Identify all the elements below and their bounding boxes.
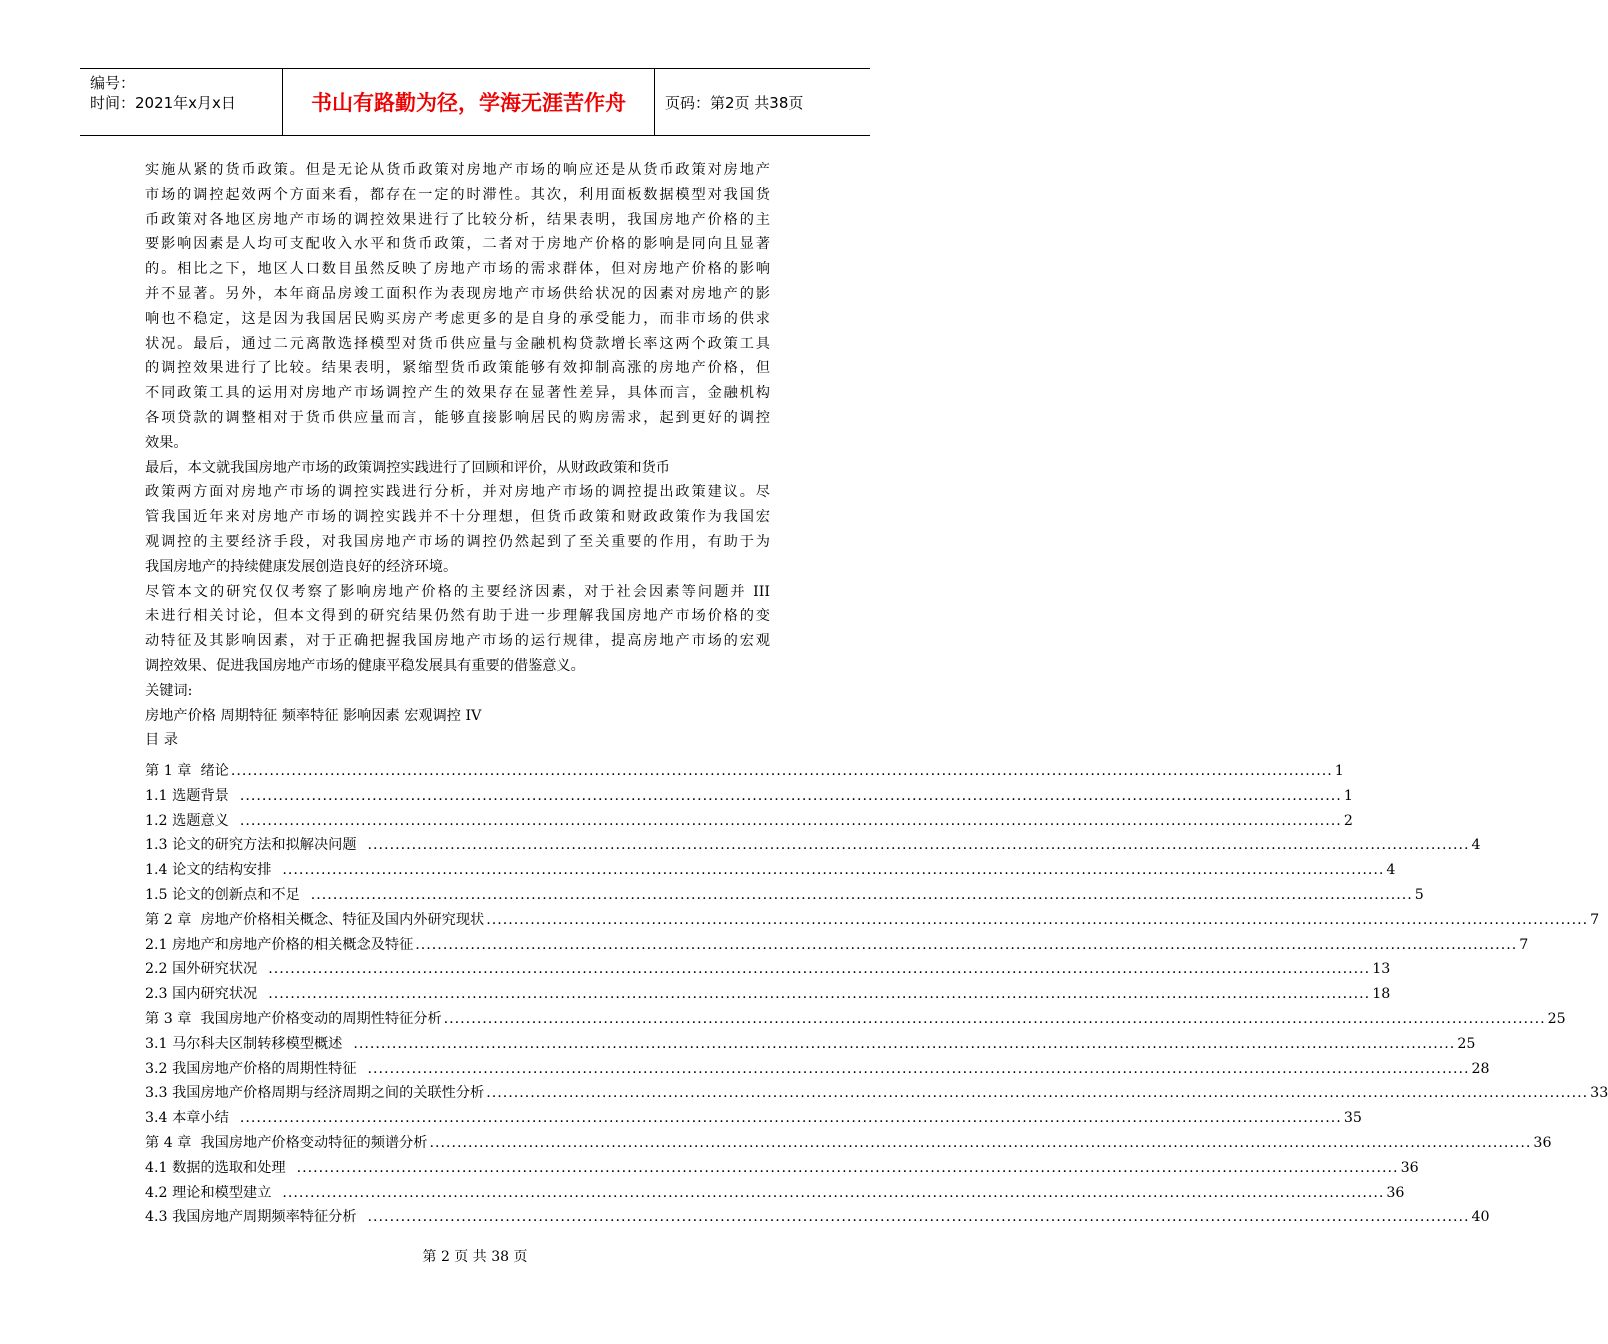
toc-entry-title: 2.1 房地产和房地产价格的相关概念及特征 bbox=[145, 936, 414, 953]
page-header bbox=[80, 68, 870, 136]
body-line: 目 录 bbox=[145, 732, 178, 749]
toc-entry-page: 25 bbox=[1547, 1010, 1566, 1027]
toc-entry[interactable] bbox=[145, 1132, 1552, 1157]
toc-leader-dots: ........................................................................................................................................................................................................ bbox=[268, 986, 1371, 1003]
toc-entry-page: 18 bbox=[1372, 986, 1391, 1003]
body-line: 未进行相关讨论，但本文得到的研究结果仍然有助于进一步理解我国房地产市场价格的变 bbox=[145, 608, 770, 625]
toc-entry-title: 第 2 章 房地产价格相关概念、特征及国内外研究现状 bbox=[145, 911, 485, 928]
toc-leader-dots: ........................................................................................................................................................................................................ bbox=[367, 1060, 1470, 1077]
toc-entry-page: 33 bbox=[1590, 1085, 1608, 1102]
body-line: 调控效果、促进我国房地产市场的健康平稳发展具有重要的借鉴意义。 bbox=[145, 657, 585, 674]
toc-leader-dots: ........................................................................................................................................................................................................ bbox=[310, 886, 1413, 903]
toc-entry[interactable] bbox=[145, 1206, 1490, 1231]
toc-leader-dots: ........................................................................................................................................................................................................ bbox=[443, 1010, 1546, 1027]
toc-leader-dots: ........................................................................................................................................................................................................ bbox=[268, 961, 1371, 978]
toc-entry-title: 第 1 章 绪论 bbox=[145, 763, 229, 779]
toc-entry-title: 1.4 论文的结构安排 bbox=[145, 862, 281, 879]
toc-entry[interactable] bbox=[145, 884, 1424, 909]
body-line: 管我国近年来对房地产市场的调控实践并不十分理想，但货币政策和财政政策作为我国宏 bbox=[145, 509, 770, 526]
toc-leader-dots: ........................................................................................................................................................................................................ bbox=[353, 1035, 1456, 1052]
toc-entry-title: 1.3 论文的研究方法和拟解决问题 bbox=[145, 837, 366, 854]
body-line: 并不显著。另外，本年商品房竣工面积作为表现房地产市场供给状况的因素对房地产的影 bbox=[145, 285, 770, 302]
toc-entry-page: 35 bbox=[1343, 1110, 1362, 1127]
toc-entry-title: 2.2 国外研究状况 bbox=[145, 961, 267, 978]
body-line: 各项贷款的调整相对于货币供应量而言，能够直接影响居民的购房需求，起到更好的调控 bbox=[145, 409, 770, 426]
body-line: 的调控效果进行了比较。结果表明，紧缩型货币政策能够有效抑制高涨的房地产价格，但 bbox=[145, 360, 770, 377]
toc-entry[interactable] bbox=[145, 1008, 1566, 1033]
body-line: 房地产价格 周期特征 频率特征 影响因素 宏观调控 IV bbox=[145, 707, 482, 724]
body-line: 要影响因素是人均可支配收入水平和货币政策，二者对于房地产价格的影响是同向且显著 bbox=[145, 236, 770, 253]
header-page-number: 页码：第2页 共38页 bbox=[665, 93, 804, 112]
body-line: 市场的调控起效两个方面来看，都存在一定的时滞性。其次，利用面板数据模型对我国货 bbox=[145, 186, 770, 203]
toc-entry-title: 4.1 数据的选取和处理 bbox=[145, 1159, 295, 1176]
body-line: 观调控的主要经济手段，对我国房地产市场的调控仍然起到了至关重要的作用，有助于为 bbox=[145, 533, 770, 550]
body-line: 不同政策工具的运用对房地产市场调控产生的效果存在显著性差异，具体而言，金融机构 bbox=[145, 385, 770, 402]
toc-entry-title: 4.3 我国房地产周期频率特征分析 bbox=[145, 1209, 366, 1226]
body-line: 动特征及其影响因素，对于正确把握我国房地产市场的运行规律，提高房地产市场的宏观 bbox=[145, 633, 770, 650]
toc-entry-title: 1.5 论文的创新点和不足 bbox=[145, 886, 309, 903]
toc-leader-dots: ........................................................................................................................................................................................................ bbox=[239, 1110, 1342, 1127]
body-line: 的。相比之下，地区人口数目虽然反映了房地产市场的需求群体，但对房地产价格的影响 bbox=[145, 261, 770, 278]
toc-entry[interactable] bbox=[145, 1058, 1490, 1083]
toc-leader-dots: ........................................................................................................................................................................................................ bbox=[239, 787, 1342, 804]
toc-entry-page: 4 bbox=[1386, 862, 1396, 879]
toc-entry[interactable] bbox=[145, 785, 1353, 810]
toc-entry-page: 36 bbox=[1400, 1159, 1419, 1176]
toc-entry-page: 1 bbox=[1343, 787, 1353, 804]
toc-entry-title: 3.3 我国房地产价格周期与经济周期之间的关联性分析 bbox=[145, 1085, 485, 1102]
toc-entry[interactable] bbox=[145, 760, 1344, 785]
toc-leader-dots: ........................................................................................................................................................................................................ bbox=[296, 1159, 1399, 1176]
toc-entry-page: 2 bbox=[1343, 812, 1353, 829]
body-line: 关键词: bbox=[145, 682, 193, 699]
body-line: 响也不稳定，这是因为我国居民购买房产考虑更多的是自身的承受能力，而非市场的供求 bbox=[145, 310, 770, 327]
toc-entry-title: 1.2 选题意义 bbox=[145, 812, 238, 829]
toc-entry-page: 36 bbox=[1533, 1134, 1552, 1151]
body-line: 政策两方面对房地产市场的调控实践进行分析，并对房地产市场的调控提出政策建议。尽 bbox=[145, 484, 770, 501]
toc-entry-page: 13 bbox=[1372, 961, 1391, 978]
body-line: 币政策对各地区房地产市场的调控效果进行了比较分析，结果表明，我国房地产价格的主 bbox=[145, 211, 770, 228]
abstract-body-text bbox=[145, 158, 770, 753]
toc-entry[interactable] bbox=[145, 810, 1353, 835]
toc-entry-page: 4 bbox=[1471, 837, 1481, 854]
toc-entry-page: 1 bbox=[1334, 763, 1344, 779]
toc-entry[interactable] bbox=[145, 1182, 1405, 1207]
toc-leader-dots: ........................................................................................................................................................................................................ bbox=[282, 862, 1385, 879]
body-line: 实施从紧的货币政策。但是无论从货币政策对房地产市场的响应还是从货币政策对房地产 bbox=[145, 162, 770, 178]
toc-entry-page: 40 bbox=[1471, 1209, 1490, 1226]
toc-entry[interactable] bbox=[145, 1157, 1419, 1182]
document-date-label: 时间：2021年x月x日 bbox=[90, 94, 236, 112]
toc-entry-page: 7 bbox=[1519, 936, 1529, 953]
body-line: 尽管本文的研究仅仅考察了影响房地产价格的主要经济因素，对于社会因素等问题并 III bbox=[145, 583, 770, 600]
toc-entry[interactable] bbox=[145, 958, 1391, 983]
document-number-label: 编号： bbox=[90, 74, 136, 92]
body-line: 状况。最后，通过二元离散选择模型对货币供应量与金融机构贷款增长率这两个政策工具 bbox=[145, 335, 770, 352]
toc-leader-dots: ........................................................................................................................................................................................................ bbox=[486, 1085, 1589, 1102]
body-line: 最后，本文就我国房地产市场的政策调控实践进行了回顾和评价，从财政政策和货币 bbox=[145, 459, 670, 476]
toc-entry-page: 36 bbox=[1386, 1184, 1405, 1201]
header-motto: 书山有路勤为径，学海无涯苦作舟 bbox=[282, 69, 655, 135]
toc-leader-dots: ........................................................................................................................................................................................................ bbox=[429, 1134, 1532, 1151]
toc-leader-dots: ........................................................................................................................................................................................................ bbox=[486, 911, 1589, 928]
toc-entry-title: 2.3 国内研究状况 bbox=[145, 986, 267, 1003]
toc-entry-title: 3.2 我国房地产价格的周期性特征 bbox=[145, 1060, 366, 1077]
toc-entry[interactable] bbox=[145, 834, 1481, 859]
toc-leader-dots: ........................................................................................................................................................................................................ bbox=[367, 837, 1470, 854]
toc-entry[interactable] bbox=[145, 934, 1529, 959]
toc-entry-title: 第 4 章 我国房地产价格变动特征的频谱分析 bbox=[145, 1134, 428, 1151]
toc-leader-dots: ........................................................................................................................................................................................................ bbox=[415, 936, 1518, 953]
toc-entry[interactable] bbox=[145, 909, 1600, 934]
toc-entry-title: 第 3 章 我国房地产价格变动的周期性特征分析 bbox=[145, 1010, 442, 1027]
toc-entry[interactable] bbox=[145, 859, 1396, 884]
toc-leader-dots: ........................................................................................................................................................................................................ bbox=[282, 1184, 1385, 1201]
toc-entry-page: 5 bbox=[1414, 886, 1424, 903]
toc-entry-title: 3.4 本章小结 bbox=[145, 1110, 238, 1127]
toc-entry-title: 1.1 选题背景 bbox=[145, 787, 238, 804]
toc-entry-page: 28 bbox=[1471, 1060, 1490, 1077]
header-meta-cell bbox=[80, 69, 282, 135]
body-line: 我国房地产的持续健康发展创造良好的经济环境。 bbox=[145, 558, 458, 575]
toc-leader-dots: ........................................................................................................................................................................................................ bbox=[230, 763, 1333, 779]
toc-entry[interactable] bbox=[145, 983, 1391, 1008]
table-of-contents bbox=[145, 760, 1608, 1231]
toc-entry-title: 4.2 理论和模型建立 bbox=[145, 1184, 281, 1201]
toc-entry-page: 7 bbox=[1590, 911, 1600, 928]
toc-entry[interactable] bbox=[145, 1082, 1608, 1107]
toc-entry-title: 3.1 马尔科夫区制转移模型概述 bbox=[145, 1035, 352, 1052]
toc-entry-page: 25 bbox=[1457, 1035, 1476, 1052]
toc-leader-dots: ........................................................................................................................................................................................................ bbox=[239, 812, 1342, 829]
page-footer: 第 2 页 共 38 页 bbox=[422, 1249, 528, 1265]
toc-entry[interactable] bbox=[145, 1107, 1362, 1132]
body-line: 效果。 bbox=[145, 434, 188, 451]
toc-entry[interactable] bbox=[145, 1033, 1476, 1058]
toc-leader-dots: ........................................................................................................................................................................................................ bbox=[367, 1209, 1470, 1226]
